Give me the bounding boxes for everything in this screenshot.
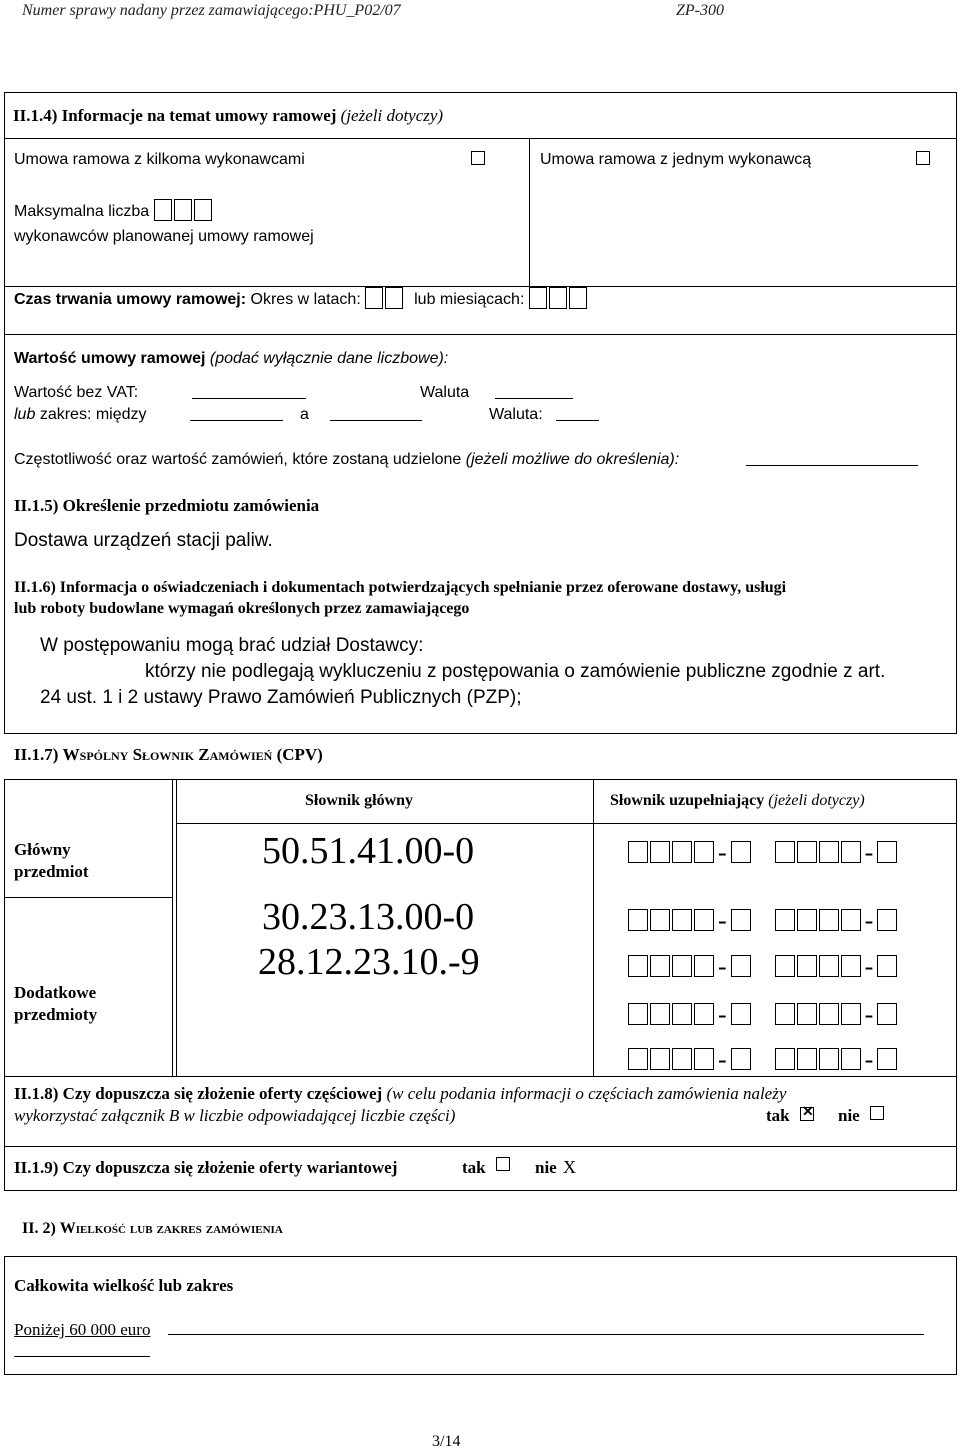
cpv-dash: -: [718, 1045, 727, 1074]
max-digit-1[interactable]: [154, 199, 172, 221]
cpv-title-suffix: (CPV): [276, 745, 323, 764]
scope-value: Poniżej 60 000 euro: [14, 1320, 151, 1339]
max-digit-2[interactable]: [174, 199, 192, 221]
cpv-row-main-l2: przedmiot: [14, 862, 89, 881]
cpv-supp-row: [628, 1045, 899, 1075]
cpv-supp-cell[interactable]: [775, 1003, 795, 1025]
divider: [4, 897, 172, 898]
cpv-supp-cell[interactable]: [731, 1048, 751, 1070]
cpv-supp-cell[interactable]: [731, 1003, 751, 1025]
cpv-supp-cell[interactable]: [819, 955, 839, 977]
variant-no-mark: X: [563, 1157, 576, 1177]
cpv-supp-cell[interactable]: [775, 909, 795, 931]
partial-yes-label: tak: [766, 1106, 790, 1125]
frequency-label: Częstotliwość oraz wartość zamówień, które zostaną udzielone: [14, 451, 462, 468]
cpv-row-add-l1: Dodatkowe: [14, 983, 97, 1002]
cpv-dash: -: [864, 838, 874, 867]
cpv-col-supp-label: Słownik uzupełniający: [610, 792, 765, 809]
cpv-supp-cell[interactable]: [797, 1003, 817, 1025]
cpv-supp-cell[interactable]: [628, 909, 648, 931]
divider: [4, 334, 957, 335]
cpv-supp-cell[interactable]: [694, 1048, 714, 1070]
header-case-number: Numer sprawy nadany przez zamawiającego:PHU_P02/07: [22, 2, 401, 19]
cpv-supp-cell[interactable]: [694, 955, 714, 977]
divider: [176, 823, 957, 824]
scope-box: [4, 1256, 957, 1375]
cpv-dash: -: [864, 906, 874, 935]
cpv-dash: -: [864, 952, 874, 981]
cpv-add-code-1: 30.23.13.00-0: [262, 896, 475, 938]
cpv-supp-cell[interactable]: [731, 841, 751, 863]
cpv-supp-cell[interactable]: [775, 1048, 795, 1070]
duration-row: [14, 287, 589, 309]
currency2-label: Waluta:: [489, 406, 543, 423]
duration-years-label: Okres w latach:: [250, 291, 361, 308]
value-title-bold: Wartość umowy ramowej: [14, 350, 206, 367]
divider: [4, 1146, 957, 1147]
cpv-col-supp-note: (jeżeli dotyczy): [768, 792, 865, 809]
cpv-supp-cell[interactable]: [672, 909, 692, 931]
documents-body-2: którzy nie podlegają wykluczeniu z postępowania o zamówienie publiczne zgodnie z art.: [145, 661, 886, 682]
max-label-line1: Maksymalna liczba: [14, 203, 150, 220]
documents-body-3: 24 ust. 1 i 2 ustawy Prawo Zamówień Publicznych (PZP);: [40, 687, 522, 708]
cpv-dash: -: [718, 1000, 727, 1029]
cpv-col-supp: [610, 792, 865, 810]
cpv-supp-cell[interactable]: [841, 1048, 861, 1070]
cpv-supp-cell[interactable]: [877, 1003, 897, 1025]
currency1-field[interactable]: [495, 384, 573, 399]
option-many-label: Umowa ramowa z kilkoma wykonawcami: [14, 151, 305, 168]
subject-description: Dostawa urządzeń stacji paliw.: [14, 530, 273, 551]
scope-title-prefix: II. 2): [22, 1220, 56, 1237]
cpv-dash: -: [718, 952, 727, 981]
scope-label: Całkowita wielkość lub zakres: [14, 1276, 234, 1295]
divider: [4, 138, 957, 139]
divider: [4, 1076, 957, 1077]
cpv-dash: -: [864, 1000, 874, 1029]
duration-months-label: lub miesiącach:: [414, 291, 525, 308]
range-row: [14, 406, 147, 424]
cpv-row-add-l2: przedmioty: [14, 1005, 98, 1024]
value-title: [14, 350, 448, 368]
cpv-supp-row: [628, 952, 899, 982]
cpv-supp-cell[interactable]: [731, 909, 751, 931]
title-note: (jeżeli dotyczy): [340, 106, 444, 125]
cpv-add-code-2: 28.12.23.10.-9: [258, 941, 480, 983]
cpv-supp-cell[interactable]: [672, 1048, 692, 1070]
years-digit-2[interactable]: [385, 287, 403, 309]
months-digit-2[interactable]: [549, 287, 567, 309]
cpv-supp-cell[interactable]: [672, 1003, 692, 1025]
max-contractors-label: [14, 199, 214, 221]
cpv-supp-cell[interactable]: [650, 1003, 670, 1025]
section-title-framework: [13, 106, 443, 126]
cpv-supp-cell[interactable]: [650, 1048, 670, 1070]
currency1-label: Waluta: [420, 384, 470, 401]
and-label: a: [300, 406, 309, 423]
divider: [172, 779, 173, 1076]
partial-offer-note-1: (w celu podania informacji o częściach zamówienia należy: [386, 1084, 787, 1103]
partial-offer-question: [14, 1084, 786, 1104]
scope-title-name: Wielkość lub zakres zamówienia: [59, 1220, 283, 1237]
duration-label: Czas trwania umowy ramowej:: [14, 291, 247, 308]
cpv-title-prefix: II.1.7): [14, 745, 59, 764]
frequency-row: [14, 451, 679, 469]
divider: [593, 779, 594, 1076]
cpv-supp-cell[interactable]: [650, 955, 670, 977]
cpv-supp-cell[interactable]: [877, 909, 897, 931]
or-label: lub: [14, 406, 36, 423]
variant-offer-title: II.1.9) Czy dopuszcza się złożenie oferty wariantowej: [14, 1158, 398, 1177]
cpv-supp-row: [628, 906, 899, 936]
scope-value-line: [168, 1334, 924, 1335]
partial-yes-checkbox[interactable]: [800, 1107, 814, 1121]
cpv-supp-cell[interactable]: [819, 909, 839, 931]
cpv-supp-cell[interactable]: [819, 1003, 839, 1025]
months-digit-3[interactable]: [569, 287, 587, 309]
cpv-supp-cell[interactable]: [877, 841, 897, 863]
section-title-cpv: [14, 745, 323, 765]
net-value-field[interactable]: [192, 384, 306, 399]
variant-no-label: nie: [535, 1158, 557, 1177]
page-number: 3/14: [432, 1433, 461, 1450]
title-bold: II.1.4) Informacje na temat umowy ramowej: [13, 106, 337, 125]
max-label-line2: wykonawców planowanej umowy ramowej: [14, 228, 314, 245]
cpv-supp-cell[interactable]: [841, 909, 861, 931]
cpv-supp-cell[interactable]: [628, 955, 648, 977]
variant-yes-checkbox[interactable]: [496, 1157, 510, 1171]
section-title-documents-2: lub roboty budowlane wymagań określonych przez zamawiającego: [14, 600, 470, 617]
cpv-supp-cell[interactable]: [672, 955, 692, 977]
range-to-field[interactable]: [330, 406, 422, 421]
cpv-supp-cell[interactable]: [694, 1003, 714, 1025]
partial-offer-note-2: wykorzystać załącznik B w liczbie odpowiadającej liczbie części): [14, 1106, 456, 1125]
cpv-supp-cell[interactable]: [731, 955, 751, 977]
cpv-supp-cell[interactable]: [628, 841, 648, 863]
frequency-note: (jeżeli możliwe do określenia):: [465, 451, 680, 468]
cpv-supp-cell[interactable]: [694, 841, 714, 863]
cpv-supp-cell[interactable]: [797, 1048, 817, 1070]
net-value-label: Wartość bez VAT:: [14, 384, 139, 401]
cpv-supp-cell[interactable]: [877, 1048, 897, 1070]
cpv-supp-cell[interactable]: [819, 1048, 839, 1070]
cpv-supp-cell[interactable]: [694, 909, 714, 931]
section-title-documents-1: II.1.6) Informacja o oświadczeniach i dokumentach potwierdzających spełnianie przez oferowane dostawy, usługi: [14, 579, 787, 596]
cpv-supp-row: [628, 838, 899, 868]
months-digit-1[interactable]: [529, 287, 547, 309]
variant-yes-label: tak: [462, 1158, 486, 1177]
cpv-row-main-l1: Główny: [14, 840, 71, 859]
option-one-label: Umowa ramowa z jednym wykonawcą: [540, 151, 812, 168]
cpv-supp-cell[interactable]: [775, 841, 795, 863]
max-digit-3[interactable]: [194, 199, 212, 221]
cpv-supp-cell[interactable]: [841, 841, 861, 863]
header-form-code: ZP-300: [676, 2, 724, 19]
cpv-supp-cell[interactable]: [819, 841, 839, 863]
cpv-col-main: Słownik główny: [305, 792, 414, 809]
divider: [176, 779, 177, 1076]
range-from-field[interactable]: [190, 406, 283, 421]
partial-offer-title: II.1.8) Czy dopuszcza się złożenie oferty częściowej: [14, 1084, 383, 1103]
documents-body-1: W postępowaniu mogą brać udział Dostawcy:: [40, 635, 424, 656]
cpv-dash: -: [718, 838, 727, 867]
value-title-note: (podać wyłącznie dane liczbowe):: [209, 350, 449, 367]
cpv-supp-row: [628, 1000, 899, 1030]
cpv-supp-cell[interactable]: [628, 1003, 648, 1025]
divider: [529, 138, 530, 286]
cpv-title-name: Wspólny Słownik Zamówień: [62, 745, 273, 764]
cpv-supp-cell[interactable]: [650, 909, 670, 931]
option-many-checkbox[interactable]: [471, 151, 485, 165]
cpv-supp-cell[interactable]: [797, 841, 817, 863]
cpv-supp-cell[interactable]: [650, 841, 670, 863]
cpv-main-code: 50.51.41.00-0: [262, 830, 475, 872]
cpv-supp-cell[interactable]: [841, 1003, 861, 1025]
partial-no-checkbox[interactable]: [870, 1106, 884, 1120]
cpv-supp-cell[interactable]: [797, 909, 817, 931]
cpv-supp-cell[interactable]: [672, 841, 692, 863]
section-title-scope: [22, 1220, 283, 1238]
option-one-checkbox[interactable]: [916, 151, 930, 165]
cpv-supp-cell[interactable]: [797, 955, 817, 977]
frequency-field[interactable]: [746, 451, 918, 466]
section-title-subject: II.1.5) Określenie przedmiotu zamówienia: [14, 496, 320, 515]
partial-no-label: nie: [838, 1106, 860, 1125]
cpv-supp-cell[interactable]: [877, 955, 897, 977]
currency2-field[interactable]: [556, 406, 599, 421]
cpv-supp-cell[interactable]: [628, 1048, 648, 1070]
scope-value-line-2: [14, 1356, 150, 1357]
cpv-dash: -: [864, 1045, 874, 1074]
range-label: zakres: między: [39, 406, 147, 423]
cpv-supp-cell[interactable]: [775, 955, 795, 977]
cpv-dash: -: [718, 906, 727, 935]
years-digit-1[interactable]: [365, 287, 383, 309]
cpv-supp-cell[interactable]: [841, 955, 861, 977]
